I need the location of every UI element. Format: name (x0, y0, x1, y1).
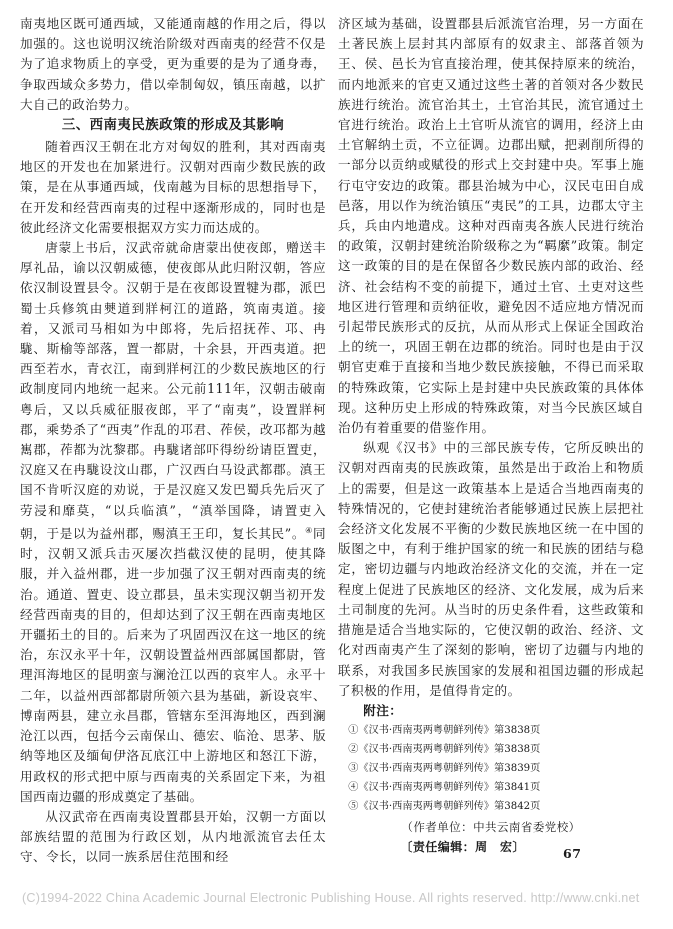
notes-list (338, 721, 644, 816)
footnote-marker: ④ (305, 525, 313, 535)
note-item: ①《汉书·西南夷两粤朝鲜列传》第3838页 (348, 725, 541, 737)
note-item: ②《汉书·西南夷两粤朝鲜列传》第3838页 (348, 744, 541, 756)
section-heading: 三、西南夷民族政策的形成及其影响 (61, 118, 285, 134)
editor-credit: 〔责任编辑：周 宏〕 (400, 840, 525, 855)
paragraph-continued: 南夷地区既可通西域，又能通南越的作用之后，得以加强的。这也说明汉统治阶级对西南夷的经营不仅是为了追求物质上的享受，更为重要的是为了通身毒，争取西域众多势力，借以牵制匈奴，镇压南越，以扩大自己的政治势力。 (20, 16, 326, 112)
left-column (20, 14, 326, 868)
notes-heading: 附注： (363, 702, 403, 718)
paragraph: 纵观《汉书》中的三部民族专传，它所反映出的汉朝对西南夷的民族政策，虽然是出于政治上和物质上的需要，但是这一政策基本上是适合当地西南夷的特殊情况的，它使封建统治者能够通过民族上层把社会经济文化发展不平衡的少数民族地区统一在中国的版图之中，有利于维护国家的统一和民族的团结与稳定，密切边疆与内地政治经济文化的交流，并在一定程度上促进了民族地区的经济、文化发展，成为后来土司制度的先河。从当时的历史条件看，这些政策和措施是适合当地实际的，它使汉朝的政治、经济、文化对西南夷产生了深刻的影响，密切了边疆与内地的联系，对我国多民族国家的发展和祖国边疆的形成起了积极的作用，是值得肯定的。 (338, 440, 644, 698)
paragraph: 从汉武帝在西南夷设置郡县开始，汉朝一方面以部族结盟的范围为行政区划，从内地派流官去任太守、令长，以同一族系居住范围和经 (20, 808, 326, 865)
paragraph-text: 唐蒙上书后，汉武帝就命唐蒙出使夜郎，赠送丰厚礼品，谕以汉朝威德，使夜郎从此归附汉朝，答应依汉制设置县令。汉朝于是在夜郎设置犍为郡，派巴蜀士兵修筑由僰道到牂柯江的道路，筑南夷道。接着，又派司马相如为中郎将，先后招抚莋、邛、冉駹、斯榆等部落，置一都尉，十余县，开西夷道。把西至若水，青衣江，南到牂柯江的少数民族地区的行政制度同内地统一起来。公元前111年，汉朝击破南粤后，又以兵威征服夜郎，平了“南夷”，设置牂柯郡，乘势杀了“西夷”作乱的邛君、莋侯，改邛都为越嶲郡，莋都为沈黎郡。冉駹诸部吓得纷纷请臣置吏，汉庭又在冉駹设汶山郡，广汉西白马设武都郡。滇王国不肯听汉庭的劝说，于是汉庭又发巴蜀兵先后灭了劳浸和靡莫，“以兵临滇”，“滇举国降，请置吏入朝，于是以为益州郡，赐滇王王印，复长其民”。 (20, 240, 326, 542)
note-item: ③《汉书·西南夷两粤朝鲜列传》第3839页 (348, 763, 541, 775)
paragraph-text: 同时，汉朝又派兵击灭屡次挡截汉使的昆明，使其降服，并入益州郡，进一步加强了汉王朝对西南夷的统治。通道、置吏、设立郡县，虽未实现汉朝当初开发经营西南夷的目的，但却达到了汉王朝在西南夷地区开疆拓土的目的。后来为了巩固西汉在这一地区的统治，东汉永平十年，汉朝设置益州西部属国都尉，管理洱海地区的昆明蛮与澜沧江以西的哀牢人。永平十二年，以益州西部都尉所领六县为基础，新设哀牢、博南两县，建立永昌郡，管辖东至洱海地区，西到澜沧江以西，包括今云南保山、德宏、临沧、思茅、版纳等地区及缅甸伊洛瓦底江中上游地区和怒江下游，用政权的形式把中原与西南夷的关系固定下来，为祖国西南边疆的形成奠定了基础。 (20, 526, 327, 804)
right-column (338, 14, 644, 858)
paragraph (20, 238, 326, 807)
copyright-footer: (C)1994-2022 China Academic Journal Electronic Publishing House. All rights reserved. http://www.cnki.net (22, 891, 640, 905)
paragraph: 随着西汉王朝在北方对匈奴的胜利，其对西南夷地区的开发也在加紧进行。汉朝对西南少数民族的政策，是在从事通西域，伐南越为目标的思想指导下，在开发和经营西南夷的过程中逐渐形成的，同时也是彼此经济文化需要根据双方实力而达成的。 (20, 139, 326, 235)
note-item: ④《汉书·西南夷两粤朝鲜列传》第3841页 (348, 782, 541, 794)
author-unit: （作者单位：中共云南省委党校） (401, 820, 581, 835)
page-number: 67 (563, 846, 582, 861)
note-item: ⑤《汉书·西南夷两粤朝鲜列传》第3842页 (348, 801, 541, 813)
paragraph-continued: 济区域为基础，设置郡县后派流官治理，另一方面在土著民族上层封其内部原有的奴隶主、部落首领为王、侯、邑长为官直接治理，使其保持原来的统治，而内地派来的官吏又通过这些土著的首领对各少数民族进行统治。流官治其土，土官治其民，流官通过土官进行统治。政治上土官听从流官的调用，经济上由土官解纳土贡，不立征调。边郡出赋，把剥削所得的一部分以贡纳或赋役的形式上交封建中央。军事上施行屯守安边的政策。郡县治城为中心，汉民屯田自成邑落，用以作为统治镇压“夷民”的工具，边郡太守主兵，兵由内地遣戍。这种对西南夷各族人民进行统治的政策，汉朝封建统治阶级称之为“羁縻”政策。制定这一政策的目的是在保留各少数民族内部的政治、经济、社会结构不变的前提下，通过土官、土吏对这些地区进行管理和贡纳征收，避免因不适应地方情况而引起带民族形式的反抗，从而从形式上保证全国政治上的统一，巩固王朝在边郡的统治。同时也是由于汉朝官吏难于直接和当地少数民族接触，不得已而采取的特殊政策，它实际上是封建中央民族政策的具体体现。这种历史上形成的特殊政策，对当今民族区域自治仍有着重要的借鉴作用。 (338, 16, 644, 436)
